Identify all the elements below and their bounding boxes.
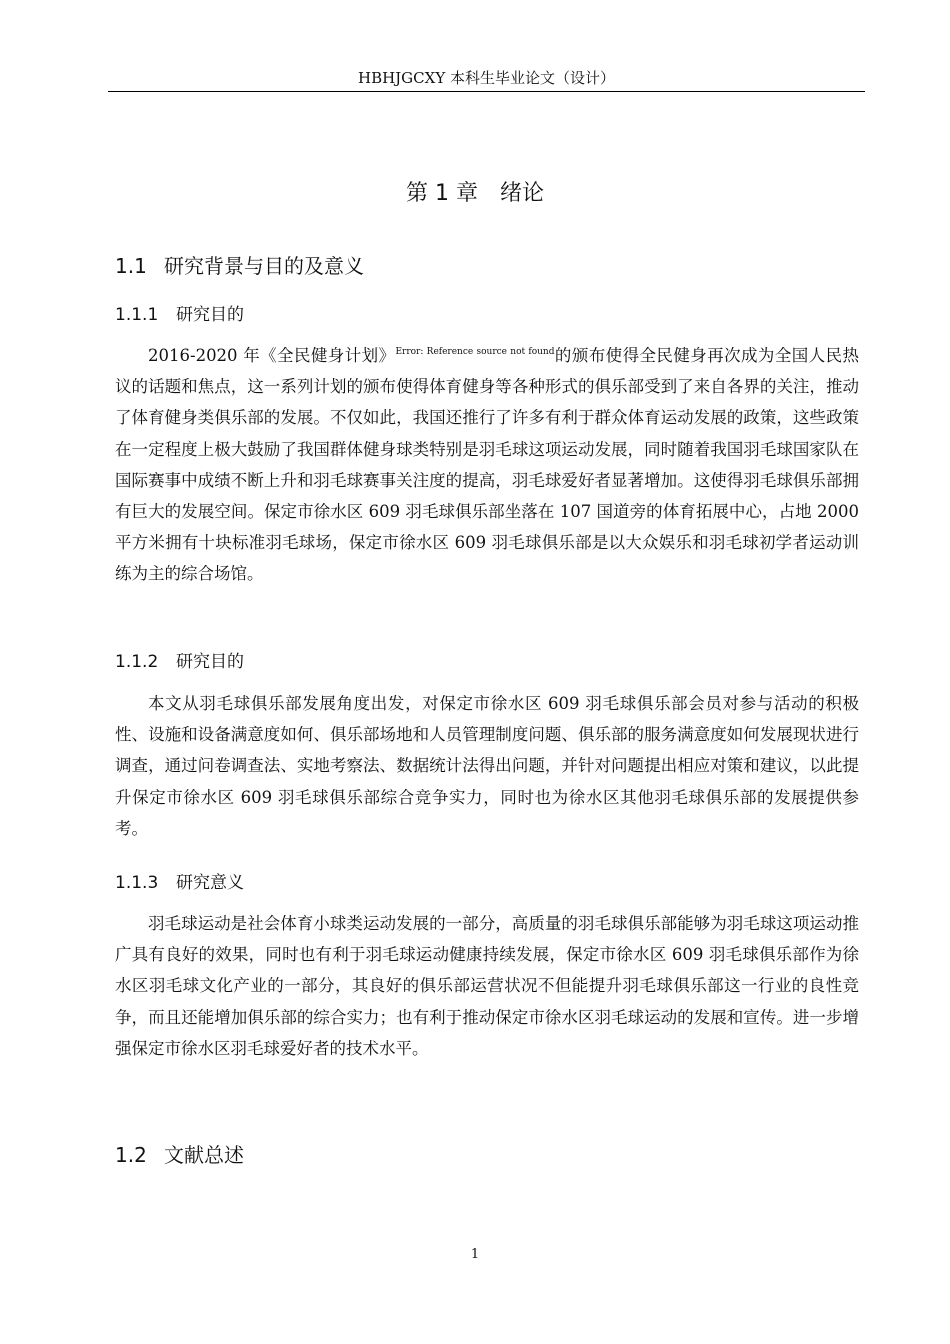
paragraph-text-start: 2016-2020 年《全民健身计划》 bbox=[148, 346, 396, 365]
section-title: 研究背景与目的及意义 bbox=[164, 254, 364, 278]
subsection-number: 1.1.2 bbox=[115, 652, 159, 672]
subsection-title: 研究目的 bbox=[176, 652, 244, 672]
paragraph-1-1-3: 羽毛球运动是社会体育小球类运动发展的一部分，高质量的羽毛球俱乐部能够为羽毛球这项运动推广具有良好的效果，同时也有利于羽毛球运动健康持续发展，保定市徐水区 609 羽毛球俱乐部作为徐水区羽毛球文化产业的一部分，其良好的俱乐部运营状况不但能提升羽毛球俱乐部这一行业的良性竞争，而且还能增加俱乐部的综合实力；也有利于推动保定市徐水区羽毛球运动的发展和宣传。进一步增强保定市徐水区羽毛球爱好者的技术水平。 bbox=[115, 914, 859, 1058]
subsection-heading-1-1-3 bbox=[115, 870, 244, 896]
section-title: 文献总述 bbox=[164, 1143, 244, 1167]
subsection-number: 1.1.1 bbox=[115, 305, 159, 325]
subsection-heading-1-1-2 bbox=[115, 649, 244, 675]
paragraph-text-rest: 的颁布使得全民健身再次成为全国人民热议的话题和焦点，这一系列计划的颁布使得体育健身等各种形式的俱乐部受到了来自各界的关注，推动了体育健身类俱乐部的发展。不仅如此，我国还推行了许多有利于群众体育运动发展的政策，这些政策在一定程度上极大鼓励了我国群体健身球类特别是羽毛球这项运动发展，同时随着我国羽毛球国家队在国际赛事中成绩不断上升和羽毛球赛事关注度的提高，羽毛球爱好者显著增加。这使得羽毛球俱乐部拥有巨大的发展空间。保定市徐水区 609 羽毛球俱乐部坐落在 107 国道旁的体育拓展中心，占地 2000 平方米拥有十块标准羽毛球场，保定市徐水区 609 羽毛球俱乐部是以大众娱乐和羽毛球初学者运动训练为主的综合场馆。 bbox=[115, 346, 859, 584]
paragraph-1-1-2: 本文从羽毛球俱乐部发展角度出发，对保定市徐水区 609 羽毛球俱乐部会员对参与活动的积极性、设施和设备满意度如何、俱乐部场地和人员管理制度问题、俱乐部的服务满意度如何发展现状进行调查，通过问卷调查法、实地考察法、数据统计法得出问题，并针对问题提出相应对策和建议，以此提升保定市徐水区 609 羽毛球俱乐部综合竞争实力，同时也为徐水区其他羽毛球俱乐部的发展提供参考。 bbox=[115, 694, 859, 838]
page-number: 1 bbox=[470, 1247, 480, 1262]
header-rule bbox=[108, 91, 865, 92]
chapter-number: 第 1 章 bbox=[406, 181, 478, 206]
running-header: HBHJGCXY 本科生毕业论文（设计） bbox=[357, 69, 615, 87]
chapter-title-text: 绪论 bbox=[499, 181, 544, 206]
section-number: 1.2 bbox=[115, 1143, 147, 1167]
subsection-title: 研究目的 bbox=[176, 305, 244, 325]
subsection-title: 研究意义 bbox=[176, 873, 244, 893]
reference-error-note: Error: Reference source not found bbox=[395, 347, 555, 357]
section-heading-1-2 bbox=[115, 1141, 244, 1169]
section-number: 1.1 bbox=[115, 254, 147, 278]
subsection-number: 1.1.3 bbox=[115, 873, 159, 893]
paragraph-1-1-1 bbox=[115, 340, 859, 590]
subsection-heading-1-1-1 bbox=[115, 302, 244, 328]
chapter-title bbox=[0, 178, 950, 210]
section-heading-1-1 bbox=[115, 252, 364, 280]
